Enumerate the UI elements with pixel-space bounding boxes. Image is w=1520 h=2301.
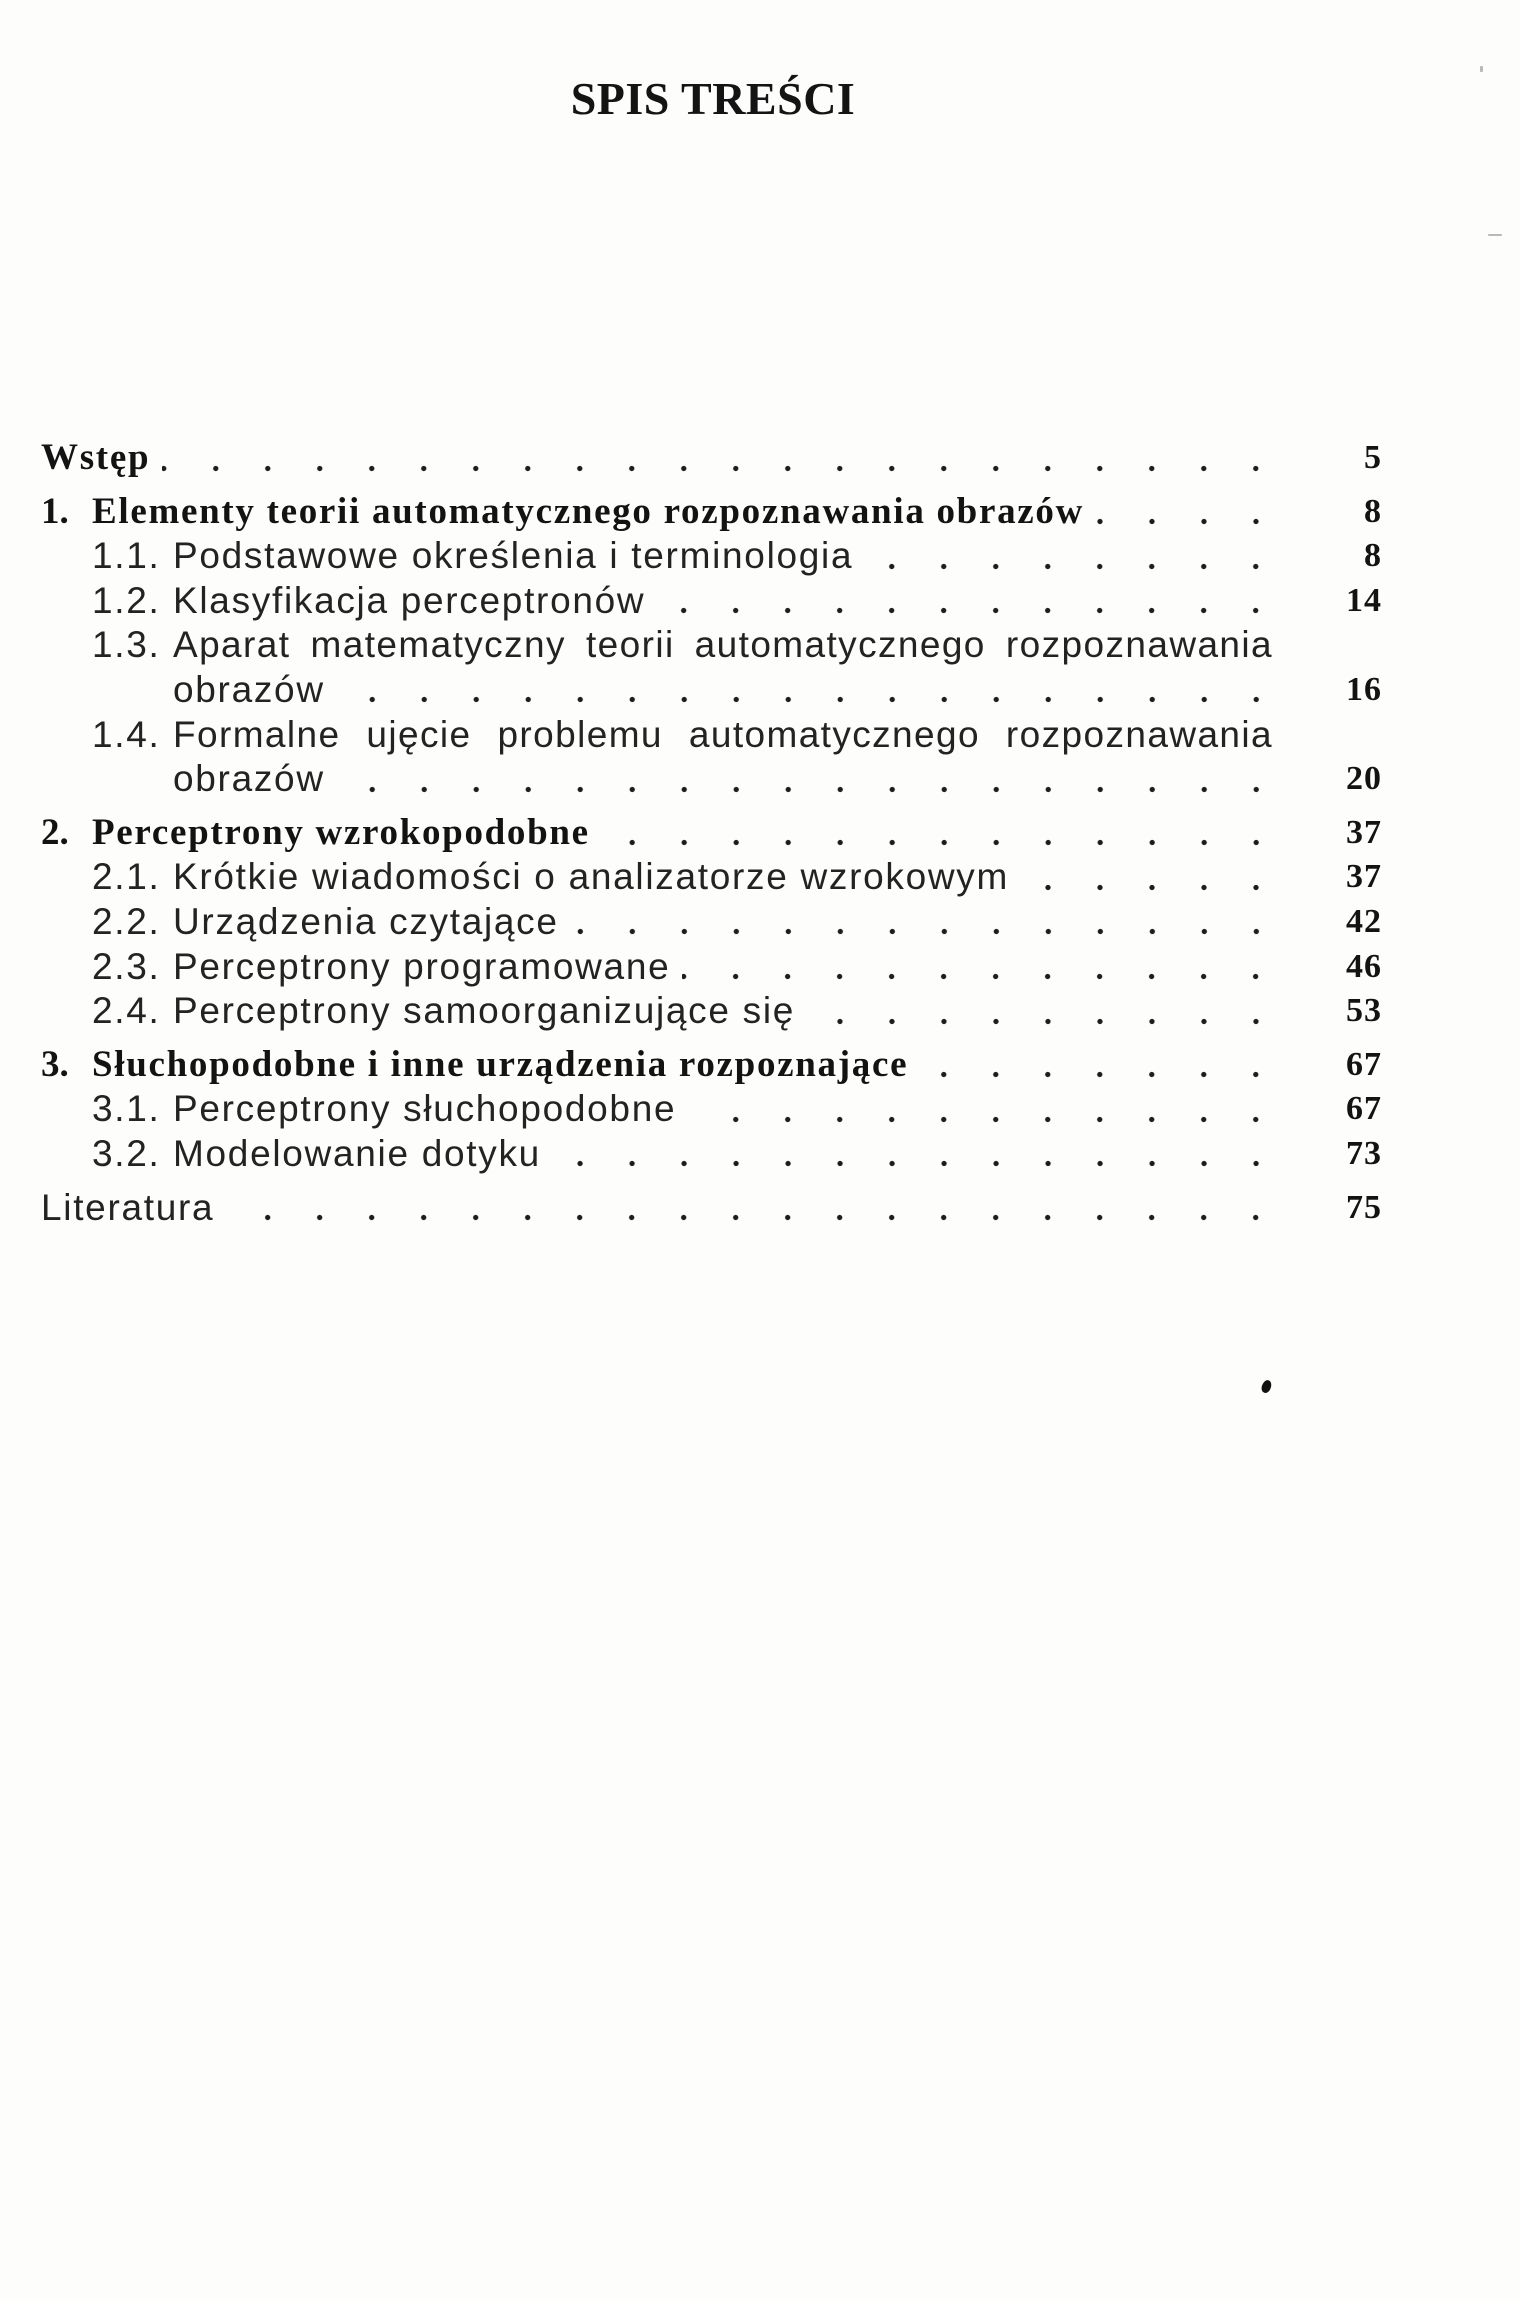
toc-section-1-3 — [92, 623, 1382, 668]
chapter-number: 2. — [41, 811, 69, 853]
table-of-contents — [41, 436, 1382, 1230]
section-number: 3.2. — [92, 1132, 161, 1174]
dot-leader — [1096, 490, 1282, 535]
page-number: 73 — [1346, 1134, 1382, 1172]
page-number: 20 — [1346, 760, 1382, 798]
section-title: Formalne ujęcie problemu automatycznego rozpoznawania — [173, 713, 1273, 755]
section-title: Podstawowe określenia i terminologia — [173, 535, 854, 577]
page-number: 5 — [1364, 439, 1382, 476]
entry-title: Wstęp — [41, 437, 151, 478]
page-number: 8 — [1364, 492, 1382, 530]
dot-leader — [682, 945, 1282, 990]
page-number: 16 — [1346, 670, 1382, 708]
toc-section-1-4 — [92, 713, 1382, 758]
toc-section-3-1 — [92, 1087, 1382, 1132]
chapter-title: Słuchopodobne i inne urządzenia rozpoznające — [92, 1043, 909, 1085]
toc-entry-literature — [41, 1186, 1382, 1231]
page-number: 37 — [1346, 813, 1382, 851]
section-number: 1.1. — [92, 535, 161, 577]
section-number: 1.4. — [92, 713, 161, 755]
section-number: 2.2. — [92, 900, 161, 942]
page-number: 42 — [1346, 902, 1382, 940]
dot-leader — [337, 668, 1282, 713]
chapter-number: 3. — [41, 1043, 69, 1085]
dot-leader — [226, 1186, 1282, 1231]
dot-leader — [162, 436, 1282, 481]
toc-section-1-2 — [92, 579, 1382, 624]
toc-section-2-3 — [92, 945, 1382, 990]
dot-leader — [807, 989, 1282, 1034]
page-number: 75 — [1346, 1188, 1382, 1226]
toc-section-2-4 — [92, 989, 1382, 1034]
page-number: 37 — [1346, 858, 1382, 896]
section-title: Modelowanie dotyku — [173, 1132, 541, 1174]
toc-chapter-1 — [41, 490, 1382, 535]
section-title-continued: obrazów — [173, 668, 325, 710]
dot-leader — [1021, 855, 1282, 900]
toc-section-2-1 — [92, 855, 1382, 900]
toc-section-2-2 — [92, 900, 1382, 945]
section-number: 1.3. — [92, 624, 161, 666]
page-title: SPIS TREŚCI — [570, 73, 856, 124]
section-title-continued: obrazów — [173, 758, 325, 800]
dot-leader — [920, 1043, 1282, 1088]
section-title: Urządzenia czytające — [173, 900, 559, 942]
section-title: Klasyfikacja perceptronów — [173, 579, 646, 621]
dot-leader — [337, 757, 1282, 802]
dot-leader — [553, 1132, 1282, 1177]
toc-section-1-4-continued — [92, 757, 1382, 802]
ink-speck — [1260, 1379, 1274, 1395]
toc-chapter-3 — [41, 1043, 1382, 1088]
page-number: 8 — [1364, 537, 1382, 575]
chapter-number: 1. — [41, 490, 69, 532]
section-title: Perceptrony samoorganizujące się — [173, 990, 796, 1032]
section-number: 1.2. — [92, 579, 161, 621]
section-title: Perceptrony programowane — [173, 945, 671, 987]
toc-chapter-2 — [41, 811, 1382, 856]
entry-title: Literatura — [41, 1186, 215, 1228]
section-number: 3.1. — [92, 1088, 161, 1130]
page-number: 67 — [1346, 1045, 1382, 1083]
dot-leader — [571, 900, 1282, 945]
section-number: 2.3. — [92, 945, 161, 987]
dot-leader — [865, 534, 1282, 579]
chapter-title: Elementy teorii automatycznego rozpoznawania obrazów — [92, 490, 1085, 532]
scan-mark — [1488, 234, 1502, 236]
chapter-title: Perceptrony wzrokopodobne — [92, 811, 590, 853]
page-number: 14 — [1346, 581, 1382, 619]
section-title: Krótkie wiadomości o analizatorze wzrokowym — [173, 856, 1009, 898]
dot-leader — [657, 579, 1282, 624]
section-title: Perceptrony słuchopodobne — [173, 1088, 677, 1130]
page-number: 53 — [1346, 992, 1382, 1030]
toc-section-1-3-continued — [92, 668, 1382, 713]
toc-section-1-1 — [92, 534, 1382, 579]
section-title: Aparat matematyczny teorii automatycznego rozpoznawania — [173, 624, 1273, 666]
dot-leader — [688, 1087, 1282, 1132]
toc-entry-intro — [41, 436, 1382, 481]
toc-section-3-2 — [92, 1132, 1382, 1177]
page-number: 46 — [1346, 947, 1382, 985]
scan-mark — [1480, 66, 1483, 72]
section-number: 2.1. — [92, 856, 161, 898]
page-number: 67 — [1346, 1090, 1382, 1128]
section-number: 2.4. — [92, 990, 161, 1032]
dot-leader — [602, 811, 1282, 856]
